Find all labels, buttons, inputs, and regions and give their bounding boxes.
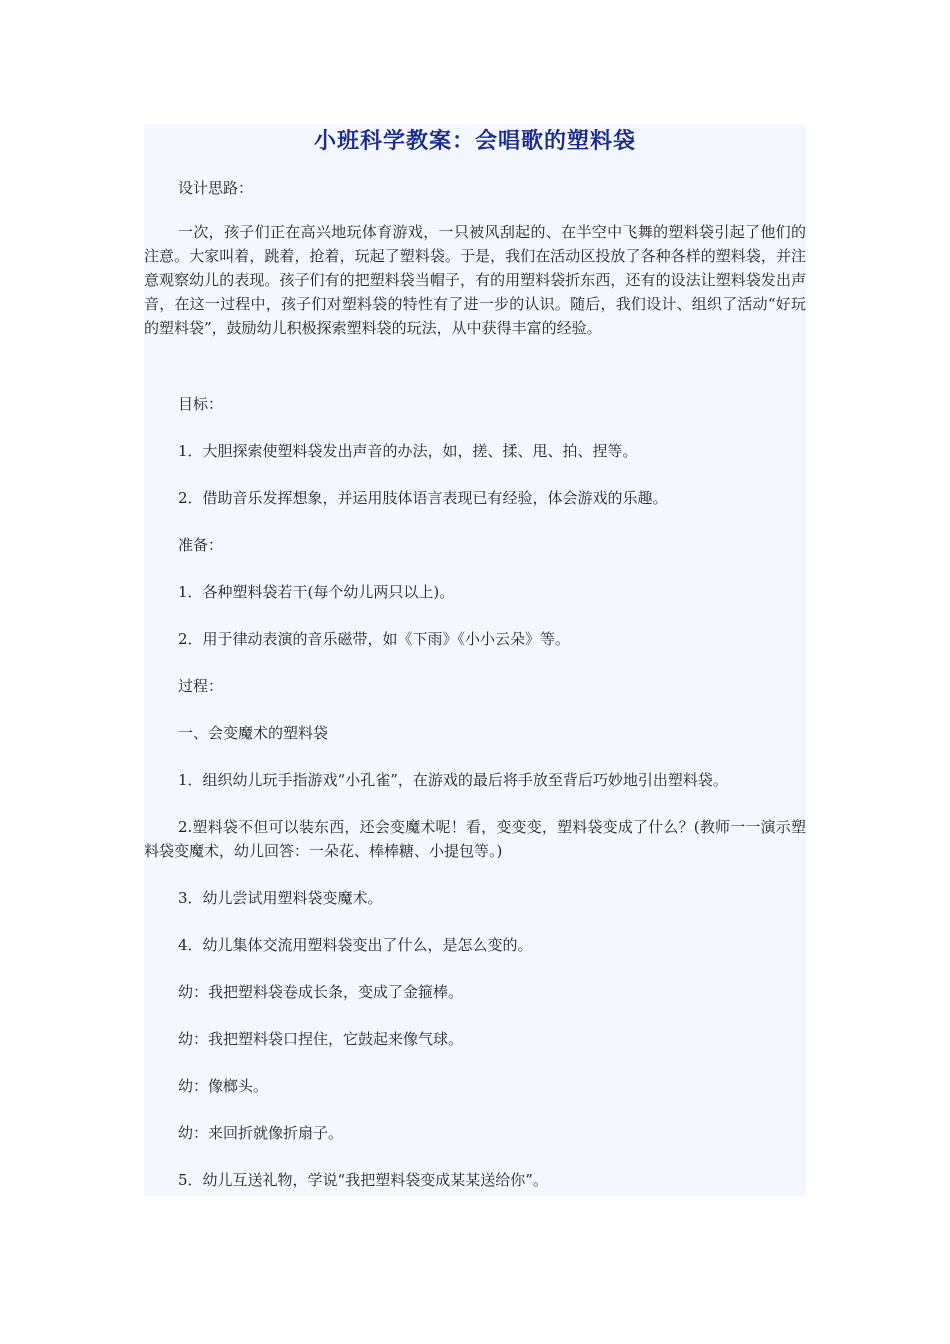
goal-item-2: 2．借助音乐发挥想象，并运用肢体语言表现已有经验，体会游戏的乐趣。 [178, 489, 668, 507]
process-step-2: 2.塑料袋不但可以装东西，还会变魔术呢！看，变变变，塑料袋变成了什么？(教师一一演示塑料袋变魔术，幼儿回答：一朵花、棒棒糖、小提包等。) [144, 818, 806, 860]
preparation-item-2: 2．用于律动表演的音乐磁带，如《下雨》《小小云朵》等。 [178, 630, 571, 648]
goal-item-1: 1．大胆探索使塑料袋发出声音的办法，如，搓、揉、甩、拍、捏等。 [178, 442, 638, 460]
section-heading-design: 设计思路： [178, 179, 254, 197]
process-step-3: 3．幼儿尝试用塑料袋变魔术。 [178, 889, 383, 907]
section-heading-process: 过程： [178, 677, 224, 695]
child-answer-2: 幼：我把塑料袋口捏住，它鼓起来像气球。 [178, 1030, 464, 1048]
child-answer-4: 幼：来回折就像折扇子。 [178, 1124, 344, 1142]
design-paragraph: 一次，孩子们正在高兴地玩体育游戏，一只被风刮起的、在半空中飞舞的塑料袋引起了他们的注意。大家叫着，跳着，抢着，玩起了塑料袋。于是，我们在活动区投放了各种各样的塑料袋，并注意观察幼儿的表现。孩子们有的把塑料袋当帽子，有的用塑料袋折东西，还有的设法让塑料袋发出声音，在这一过程中，孩子们对塑料袋的特性有了进一步的认识。随后，我们设计、组织了活动“好玩的塑料袋”，鼓励幼儿积极探索塑料袋的玩法，从中获得丰富的经验。 [144, 223, 806, 337]
process-step-5: 5．幼儿互送礼物，学说“我把塑料袋变成某某送给你”。 [178, 1171, 548, 1189]
section-heading-goals: 目标： [178, 395, 224, 413]
preparation-item-1: 1．各种塑料袋若干(每个幼儿两只以上)。 [178, 583, 455, 601]
section-heading-preparation: 准备： [178, 536, 224, 554]
process-subheading-1: 一、会变魔术的塑料袋 [178, 724, 329, 742]
child-answer-1: 幼：我把塑料袋卷成长条，变成了金箍棒。 [178, 983, 464, 1001]
child-answer-3: 幼：像榔头。 [178, 1077, 269, 1095]
process-step-1: 1．组织幼儿玩手指游戏“小孔雀”，在游戏的最后将手放至背后巧妙地引出塑料袋。 [178, 771, 728, 789]
lesson-plan-content [144, 124, 806, 1196]
document-title: 小班科学教案：会唱歌的塑料袋 [313, 128, 636, 154]
process-step-4: 4．幼儿集体交流用塑料袋变出了什么，是怎么变的。 [178, 936, 533, 954]
